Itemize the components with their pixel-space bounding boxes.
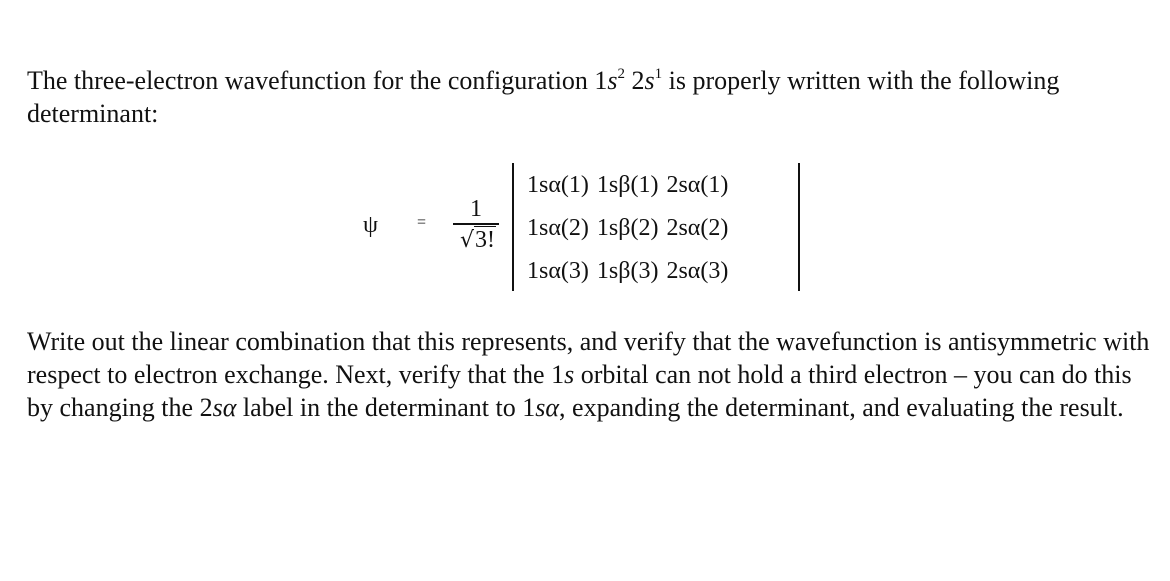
determinant-bar-right	[798, 163, 800, 291]
intro-text-3: is properly written with the following determinant:	[27, 66, 1060, 128]
psi-symbol: ψ	[363, 212, 379, 238]
task-text-4: , expanding the determinant, and evaluating the result.	[559, 393, 1124, 422]
matrix-cell: 2sα(2)	[666, 215, 729, 241]
matrix-cell: 1sβ(2)	[596, 215, 659, 241]
matrix-row	[527, 207, 736, 250]
normalization-fraction	[451, 195, 501, 256]
task-s-1: s	[564, 360, 575, 389]
radicand: 3!	[475, 226, 496, 253]
task-s-2: sα	[212, 393, 237, 422]
intro-s-1: s	[607, 66, 618, 95]
matrix-row	[527, 250, 736, 293]
matrix-cell: 1sα(3)	[527, 258, 589, 284]
task-text-3: label in the determinant to 1	[236, 393, 536, 422]
task-paragraph	[27, 325, 1152, 424]
sqrt-icon: √	[459, 227, 475, 253]
matrix-cell: 1sα(1)	[527, 172, 589, 198]
matrix-cell: 2sα(1)	[666, 172, 729, 198]
matrix-cell: 1sα(2)	[527, 215, 589, 241]
determinant-matrix	[527, 164, 736, 293]
fraction-numerator: 1	[470, 196, 482, 222]
determinant-bar-left	[512, 163, 514, 291]
intro-exponent-2: 1	[654, 66, 663, 82]
equals-sign: =	[417, 214, 427, 231]
intro-paragraph	[27, 64, 1127, 130]
intro-text-2: 2	[625, 66, 645, 95]
fraction-denominator	[451, 225, 501, 256]
matrix-cell: 1sβ(1)	[596, 172, 659, 198]
task-s-3: sα	[535, 393, 560, 422]
determinant-equation	[0, 160, 1170, 300]
intro-exponent-1: 2	[617, 66, 626, 82]
task-text-2: orbital can not hold a third electron – you can do this by changing the 2	[27, 360, 1132, 422]
intro-text-1: The three-electron wavefunction for the configuration 1	[27, 66, 608, 95]
matrix-cell: 1sβ(3)	[596, 258, 659, 284]
intro-s-2: s	[644, 66, 655, 95]
matrix-cell: 2sα(3)	[666, 258, 729, 284]
matrix-row	[527, 164, 736, 207]
task-text-1: Write out the linear combination that this represents, and verify that the wavefunction is antisymmetric with respect to electron exchange. Next, verify that the 1	[27, 327, 1150, 389]
